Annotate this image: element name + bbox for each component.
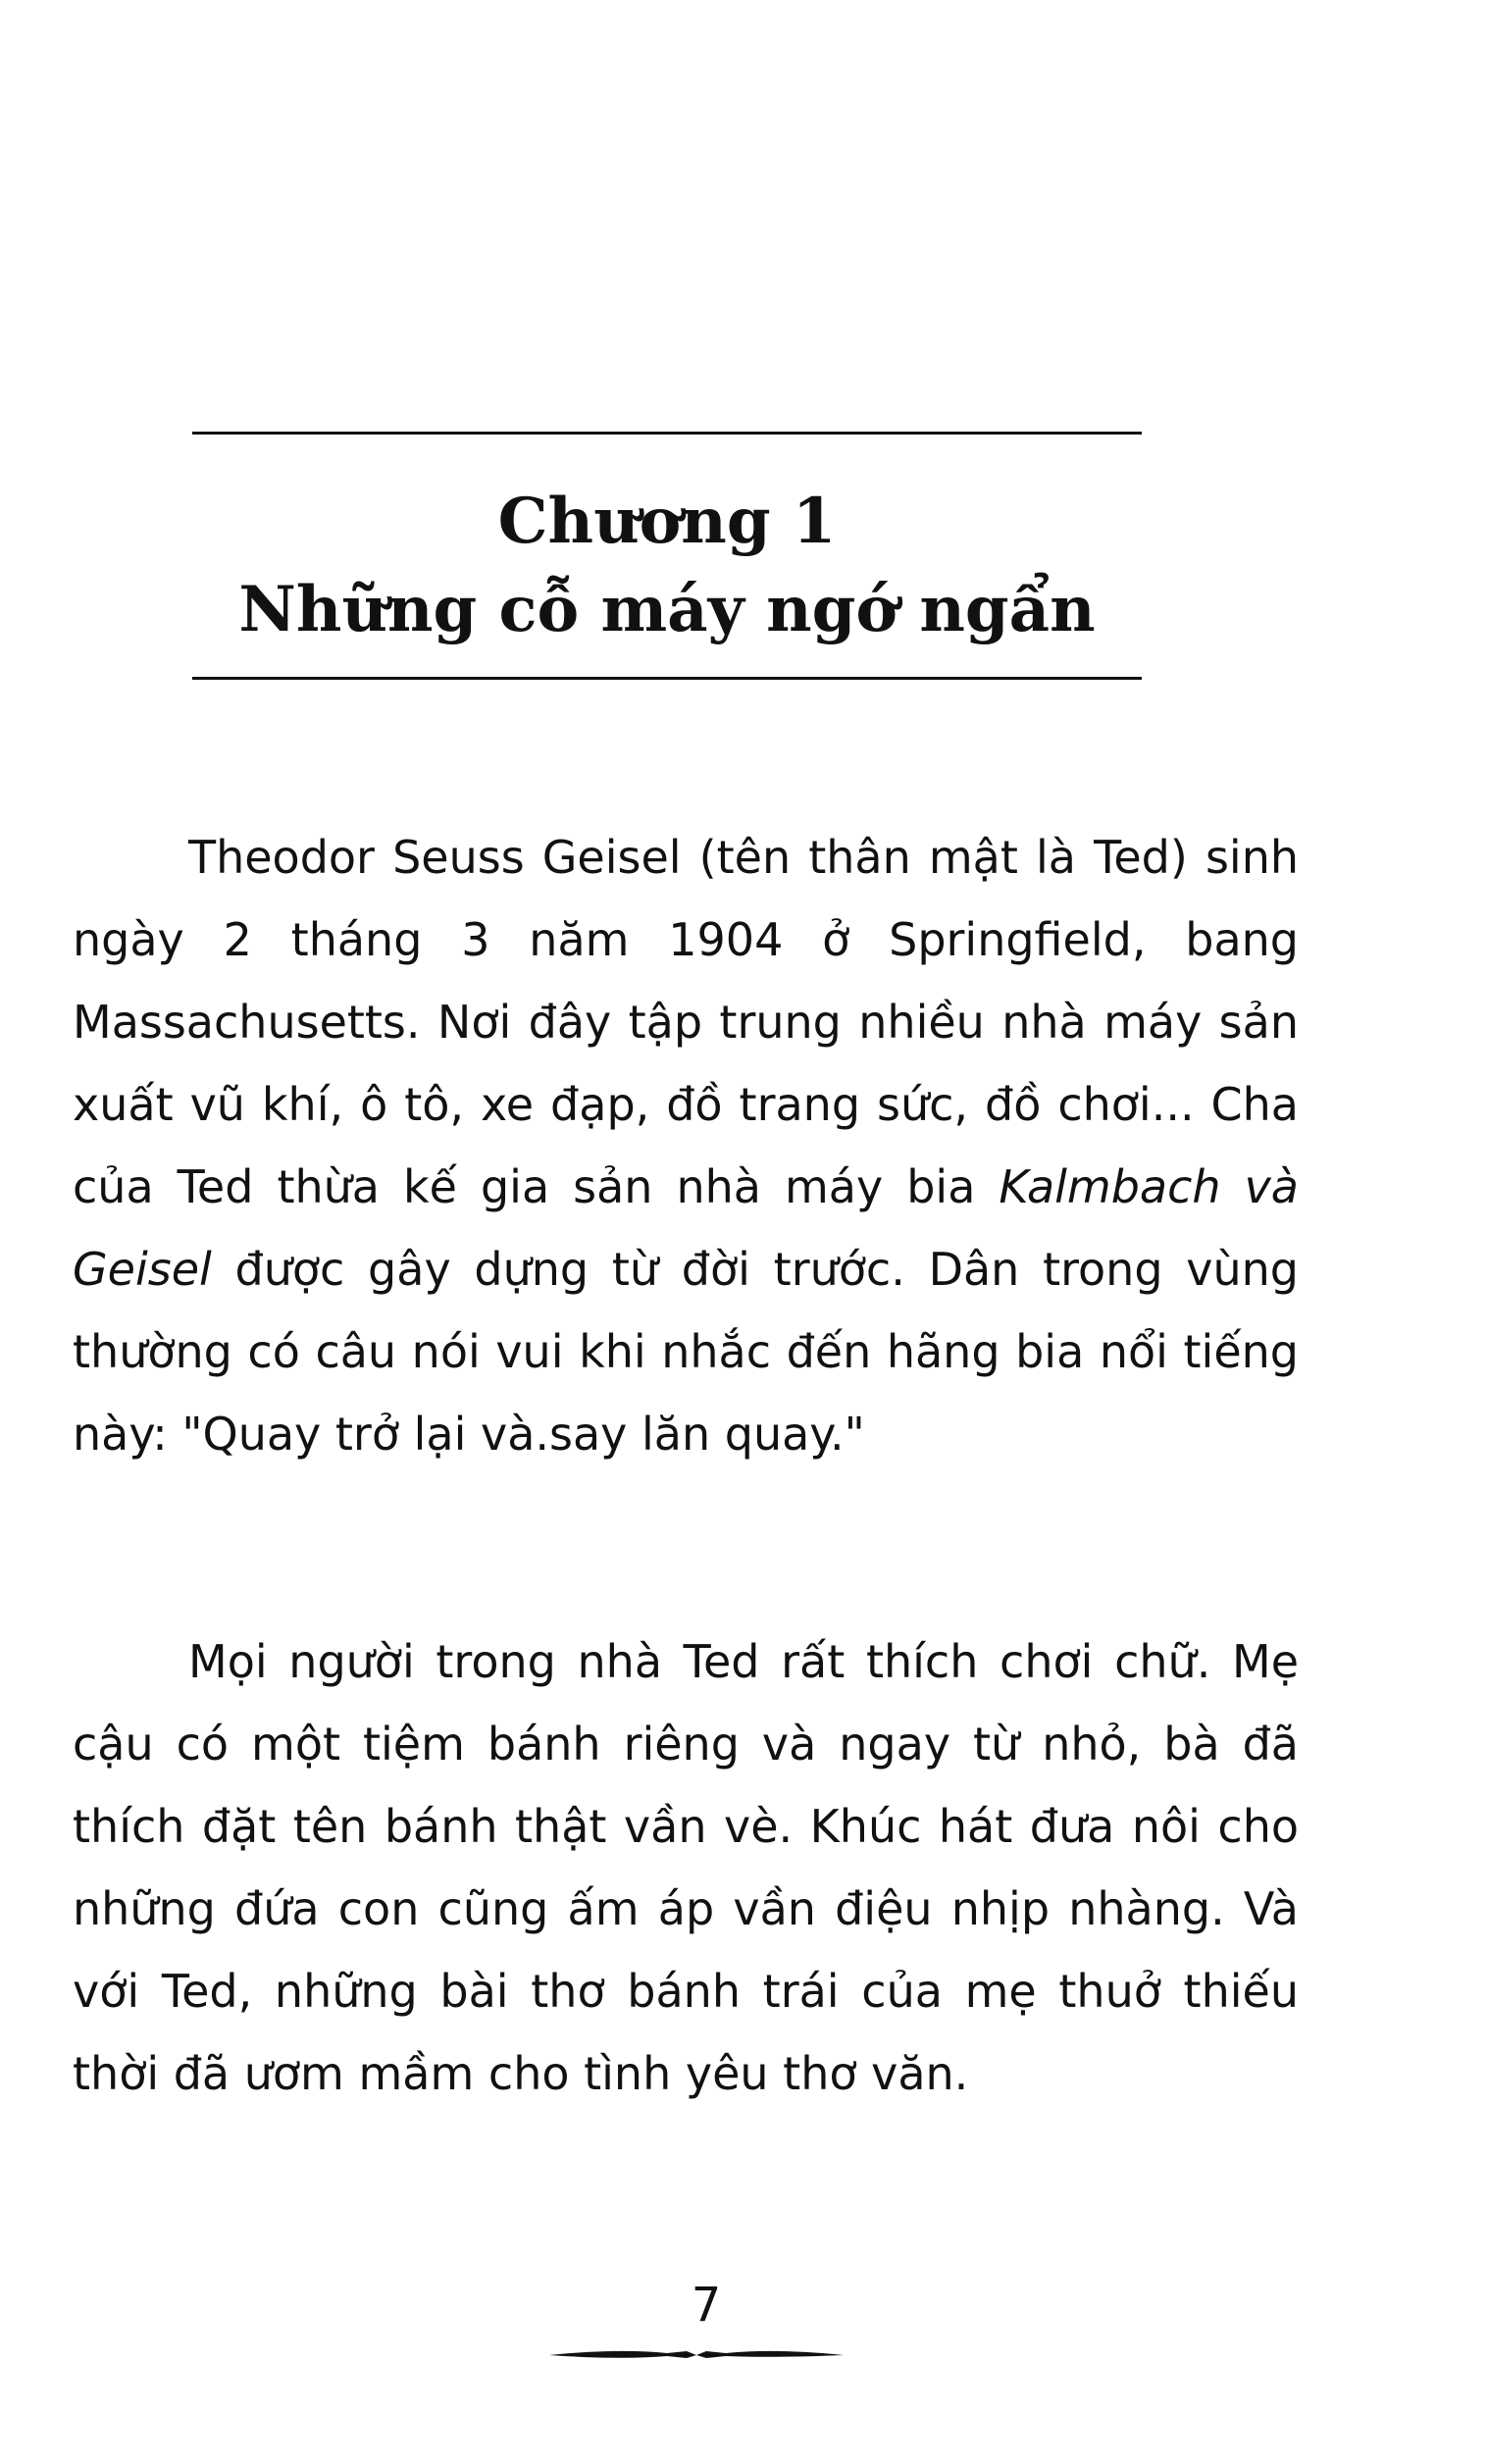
page-ornament [549,2338,844,2368]
paragraph-1-text [73,816,1299,1475]
page-number: 7 [691,2278,722,2333]
chapter-bottom-rule [192,677,1142,680]
chapter-number: Chương 1 [497,485,837,558]
paragraph-2-text: Mọi người trong nhà Ted rất thích chơi chữ. Mẹ cậu có một tiệm bánh riêng và ngay từ nhỏ, bà đã thích đặt tên bánh thật vần vè. Khúc hát đưa nôi cho những đứa con cũng ấm áp vần điệu nhịp nhàng. Và với Ted, những bài thơ bánh trái của mẹ thuở thiếu thời đã ươm mầm cho tình yêu thơ văn. [73,1635,1299,2100]
paragraph-1-lead: Theodor Seuss Geisel (tên thân mật là Ted) sinh ngày 2 tháng 3 năm 1904 ở Springfield, bang Massachusetts. Nơi đây tập trung nhiều nhà máy sản xuất vũ khí, ô tô, xe đạp, đồ trang sức, đồ chơi... Cha của Ted thừa kế gia sản nhà máy bia [73,831,1299,1213]
chapter-top-rule [192,432,1142,435]
brewery-name: Kalmbach và Geisel [73,1160,1299,1296]
chapter-title: Những cỗ máy ngớ ngẩn [238,573,1096,646]
paragraph-1-tail: được gây dựng từ đời trước. Dân trong vùng thường có câu nói vui khi nhắc đến hãng bia nổi tiếng này: "Quay trở lại và.say lăn quay." [73,1243,1299,1461]
paragraph-2 [73,1620,1299,2115]
paragraph-1 [73,816,1299,1475]
